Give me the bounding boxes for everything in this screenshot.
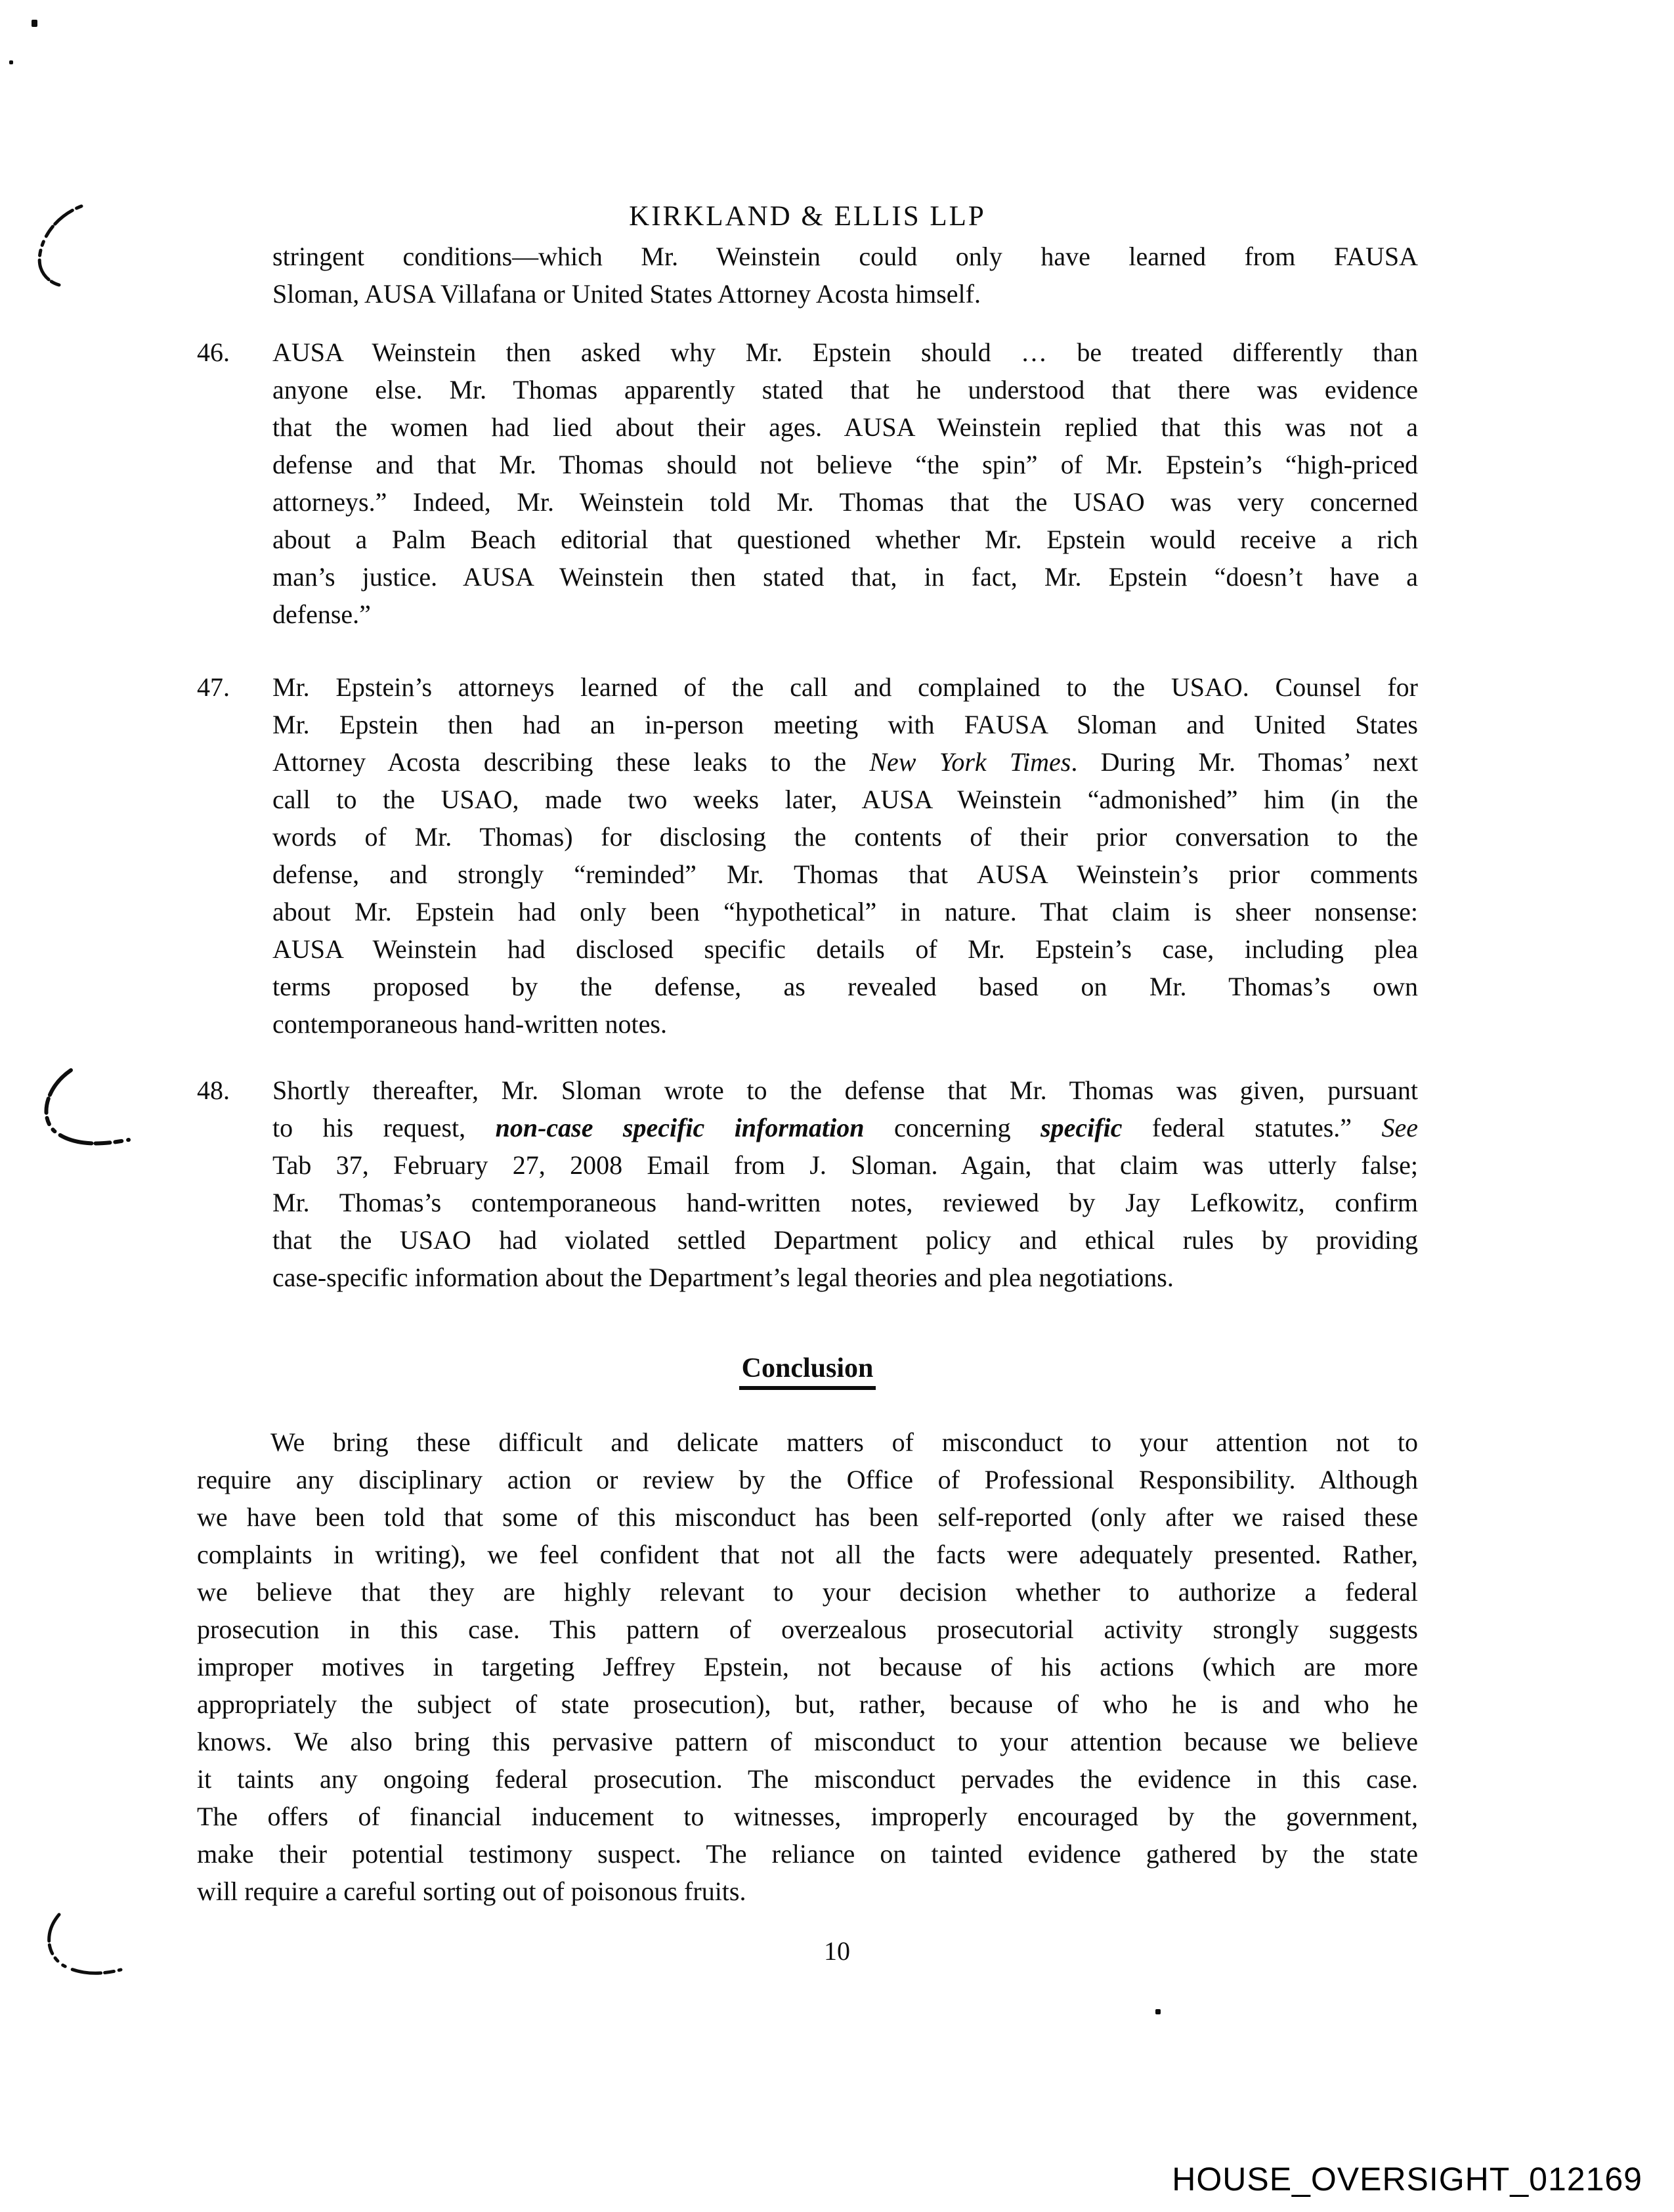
text-line: complaints in writing), we feel confident that not all the facts were adequately presented. Rather, bbox=[197, 1540, 1418, 1569]
paragraph-number: 46. bbox=[197, 337, 230, 367]
text-line: We bring these difficult and delicate matters of misconduct to your attention not to bbox=[270, 1427, 1418, 1457]
paragraph-47 bbox=[197, 668, 1419, 1043]
text-line: to his request, non-case specific information concerning specific federal statutes.” See bbox=[272, 1113, 1418, 1142]
text-line: call to the USAO, made two weeks later, AUSA Weinstein “admonished” him (in the bbox=[272, 785, 1418, 814]
scan-artifact-arc bbox=[30, 202, 89, 289]
text-line: will require a careful sorting out of poisonous fruits. bbox=[197, 1876, 746, 1906]
text-line: Mr. Epstein’s attorneys learned of the call and complained to the USAO. Counsel for bbox=[272, 672, 1418, 702]
text-line: case-specific information about the Department’s legal theories and plea negotiations. bbox=[272, 1263, 1174, 1292]
paragraph-48 bbox=[197, 1072, 1418, 1296]
scan-speck bbox=[1155, 2009, 1161, 2014]
text-line: Tab 37, February 27, 2008 Email from J. Sloman. Again, that claim was utterly false; bbox=[272, 1150, 1418, 1180]
conclusion-heading: Conclusion bbox=[739, 1353, 876, 1390]
text-line: Sloman, AUSA Villafana or United States Attorney Acosta himself. bbox=[272, 279, 981, 309]
text-line: about Mr. Epstein had only been “hypothetical” in nature. That claim is sheer nonsense: bbox=[272, 897, 1418, 926]
text-line: defense.” bbox=[272, 599, 371, 629]
text-line: defense and that Mr. Thomas should not believe “the spin” of Mr. Epstein’s “high-priced bbox=[272, 450, 1418, 479]
text-line: defense, and strongly “reminded” Mr. Thomas that AUSA Weinstein’s prior comments bbox=[272, 859, 1418, 889]
law-firm-header: KIRKLAND & ELLIS LLP bbox=[629, 201, 986, 232]
text-line: contemporaneous hand-written notes. bbox=[272, 1009, 667, 1039]
bates-stamp: HOUSE_OVERSIGHT_012169 bbox=[1172, 2161, 1642, 2198]
text-line: words of Mr. Thomas) for disclosing the contents of their prior conversation to the bbox=[272, 822, 1418, 852]
conclusion-paragraph bbox=[197, 1423, 1418, 1910]
text-line: AUSA Weinstein had disclosed specific details of Mr. Epstein’s case, including plea bbox=[272, 934, 1418, 964]
text-line: prosecution in this case. This pattern of overzealous prosecutorial activity strongly suggests bbox=[197, 1615, 1418, 1644]
text-line: we have been told that some of this misconduct has been self-reported (only after we raised these bbox=[197, 1502, 1418, 1532]
text-line: Mr. Epstein then had an in-person meeting with FAUSA Sloman and United States bbox=[272, 710, 1418, 739]
paragraph-46 bbox=[197, 334, 1418, 633]
text-line: about a Palm Beach editorial that questioned whether Mr. Epstein would receive a rich bbox=[272, 525, 1418, 554]
text-line: man’s justice. AUSA Weinstein then stated that, in fact, Mr. Epstein “doesn’t have a bbox=[272, 562, 1418, 592]
text-line: we believe that they are highly relevant to your decision whether to authorize a federal bbox=[197, 1577, 1418, 1607]
text-line: that the USAO had violated settled Department policy and ethical rules by providing bbox=[272, 1225, 1418, 1255]
text-line: stringent conditions—which Mr. Weinstein could only have learned from FAUSA bbox=[272, 242, 1418, 271]
text-line: Shortly thereafter, Mr. Sloman wrote to the defense that Mr. Thomas was given, pursuant bbox=[272, 1075, 1418, 1105]
text-line: AUSA Weinstein then asked why Mr. Epstein should … be treated differently than bbox=[272, 337, 1418, 367]
text-line: anyone else. Mr. Thomas apparently stated that he understood that there was evidence bbox=[272, 375, 1418, 404]
text-line: Attorney Acosta describing these leaks to the New York Times. During Mr. Thomas’ next bbox=[272, 747, 1419, 777]
text-line: it taints any ongoing federal prosecution. The misconduct pervades the evidence in this case. bbox=[197, 1764, 1418, 1794]
conclusion-heading-wrap bbox=[197, 1353, 1418, 1390]
scan-artifact-arc bbox=[34, 1068, 133, 1148]
text-line: terms proposed by the defense, as revealed based on Mr. Thomas’s own bbox=[272, 972, 1418, 1001]
text-line: Mr. Thomas’s contemporaneous hand-written notes, reviewed by Jay Lefkowitz, confirm bbox=[272, 1188, 1418, 1217]
scan-speck bbox=[9, 60, 13, 64]
text-line: knows. We also bring this pervasive pattern of misconduct to your attention because we believe bbox=[197, 1727, 1418, 1756]
text-line: require any disciplinary action or review by the Office of Professional Responsibility. Although bbox=[197, 1465, 1418, 1494]
text-line: make their potential testimony suspect. The reliance on tainted evidence gathered by the state bbox=[197, 1839, 1418, 1869]
paragraph-number: 47. bbox=[197, 672, 230, 702]
scan-speck bbox=[32, 20, 37, 27]
text-line: that the women had lied about their ages. AUSA Weinstein replied that this was not a bbox=[272, 412, 1418, 442]
paragraph-continuation bbox=[272, 238, 1418, 313]
page-number: 10 bbox=[824, 1936, 850, 1966]
paragraph-number: 48. bbox=[197, 1075, 230, 1105]
text-line: attorneys.” Indeed, Mr. Weinstein told Mr. Thomas that the USAO was very concerned bbox=[272, 487, 1418, 517]
text-line: improper motives in targeting Jeffrey Epstein, not because of his actions (which are more bbox=[197, 1652, 1418, 1681]
text-line: The offers of financial inducement to witnesses, improperly encouraged by the government, bbox=[197, 1802, 1418, 1831]
text-line: appropriately the subject of state prosecution), but, rather, because of who he is and who he bbox=[197, 1689, 1418, 1719]
